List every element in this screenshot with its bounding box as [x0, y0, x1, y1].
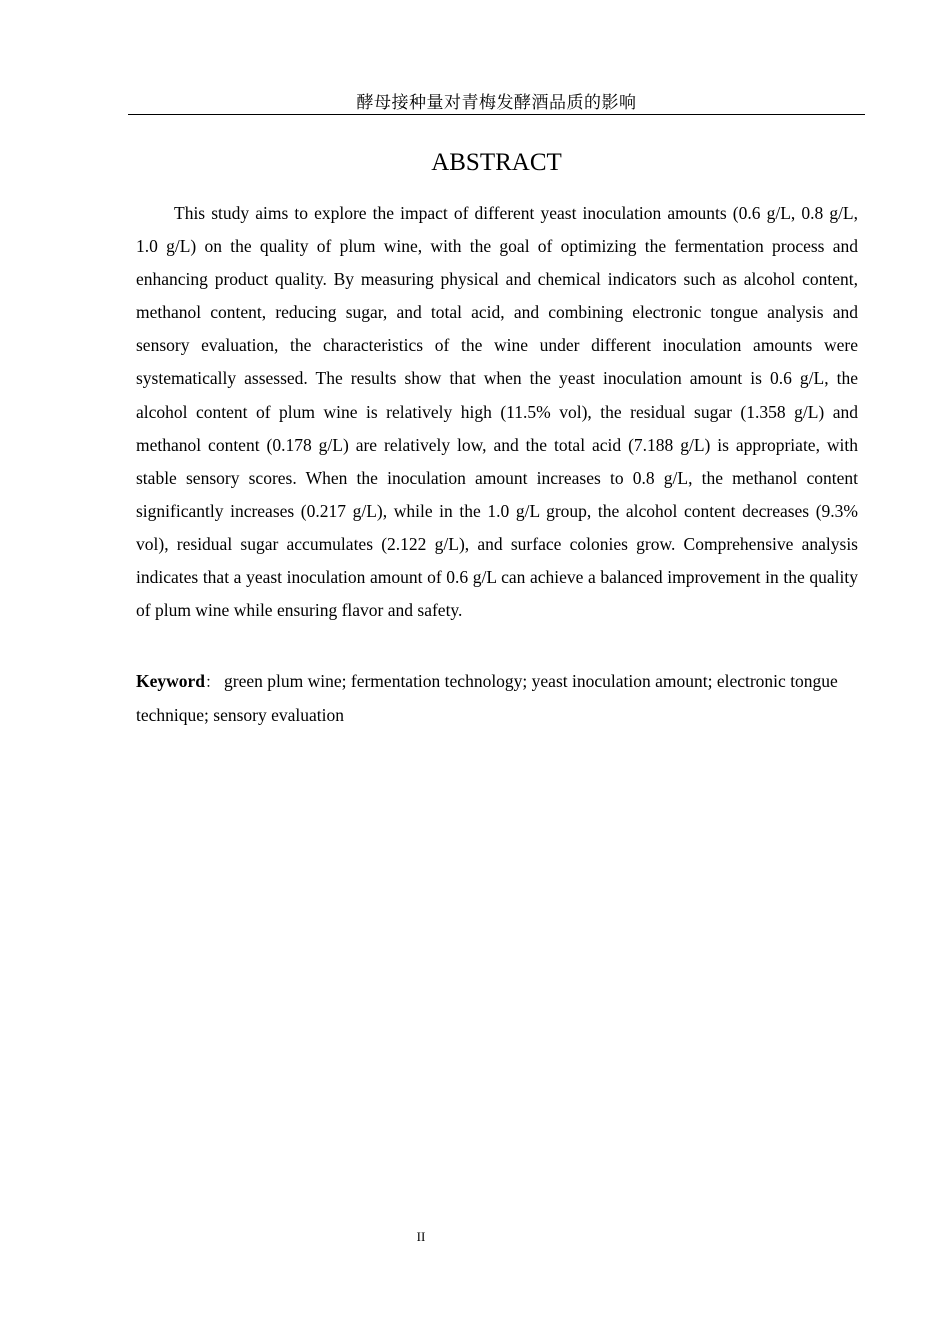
- abstract-title: ABSTRACT: [431, 149, 562, 176]
- abstract-body: This study aims to explore the impact of different yeast inoculation amounts (0.6 g/L, 0.8 g/L, 1.0 g/L) on the quality of plum wine, with the goal of optimizing the fermentation process and enhancing product quality. By measuring physical and chemical indicators such as alcohol content, methanol content, reducing sugar, and total acid, and combining electronic tongue analysis and sensory evaluation, the characteristics of the wine under different inoculation amounts were systematically assessed. The results show that when the yeast inoculation amount is 0.6 g/L, the alcohol content of plum wine is relatively high (11.5% vol), the residual sugar (1.358 g/L) and methanol content (0.178 g/L) are relatively low, and the total acid (7.188 g/L) is appropriate, with stable sensory scores. When the inoculation amount increases to 0.8 g/L, the methanol content significantly increases (0.217 g/L), while in the 1.0 g/L group, the alcohol content decreases (9.3% vol), residual sugar accumulates (2.122 g/L), and surface colonies grow. Comprehensive analysis indicates that a yeast inoculation amount of 0.6 g/L can achieve a balanced improvement in the quality of plum wine while ensuring flavor and safety.: [136, 203, 858, 621]
- keywords-label: Keyword: [136, 671, 206, 691]
- keywords-separator: ：: [205, 673, 221, 691]
- keywords-text: green plum wine; fermentation technology; yeast inoculation amount; electronic tongue technique; sensory evaluation: [136, 671, 838, 726]
- page-number: II: [416, 1229, 426, 1244]
- keywords-paragraph: [136, 665, 858, 732]
- header-rule: [128, 114, 865, 115]
- running-header-title: 酵母接种量对青梅发酵酒品质的影响: [356, 93, 637, 113]
